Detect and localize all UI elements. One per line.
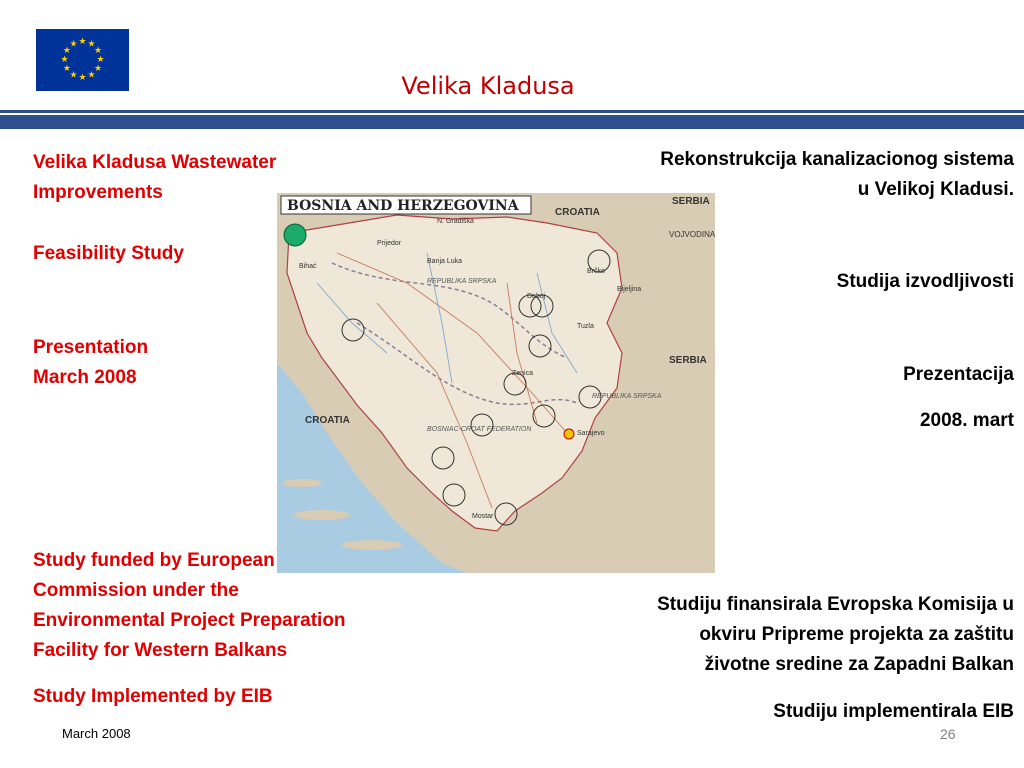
label-croatia-west: CROATIA	[305, 415, 350, 426]
slide-title: Velika Kladusa	[401, 72, 575, 100]
label-serbia-east: SERBIA	[669, 355, 707, 366]
city-prijedor: Prijedor	[377, 240, 402, 247]
funding-bs	[657, 590, 1014, 680]
funding-bs-line1: Studiju finansirala Evropska Komisija u	[657, 594, 1014, 615]
city-zenica: Zenica	[512, 370, 534, 377]
presentation-en	[33, 333, 148, 393]
funding-bs-line2: okviru Pripreme projekta za zaštitu	[699, 624, 1014, 645]
project-name-en-line1: Velika Kladusa Wastewater	[33, 152, 277, 173]
funding-en-line3: Environmental Project Preparation	[33, 610, 346, 631]
funding-bs-line3: životne sredine za Zapadni Balkan	[704, 654, 1014, 675]
bosnia-map	[277, 193, 715, 573]
svg-text:★: ★	[96, 55, 105, 65]
study-type-bs: Studija izvodljivosti	[836, 271, 1014, 292]
island	[294, 510, 350, 520]
presentation-en-line1: Presentation	[33, 337, 149, 358]
capital-marker	[564, 429, 574, 439]
svg-text:★: ★	[78, 73, 87, 83]
svg-text:★: ★	[62, 46, 71, 56]
city-brcko: Brčko	[587, 268, 605, 275]
city-banja-luka: Banja Luka	[427, 258, 463, 265]
svg-text:★: ★	[87, 70, 96, 81]
island	[282, 479, 322, 487]
study-type-en: Feasibility Study	[33, 243, 184, 264]
eu-flag-logo	[36, 29, 129, 91]
map-title: BOSNIA AND HERZEGOVINA	[287, 198, 519, 214]
label-croatia-north: CROATIA	[555, 207, 600, 218]
page-number: 26	[940, 726, 956, 742]
presentation-en-line2: March 2008	[33, 367, 137, 388]
city-tuzla: Tuzla	[577, 323, 594, 330]
presentation-bs: Prezentacija	[903, 364, 1014, 385]
city-doboj: Doboj	[527, 293, 546, 300]
label-republika-srpska-north: REPUBLIKA SRPSKA	[427, 278, 497, 285]
svg-text:★: ★	[60, 55, 69, 65]
svg-text:★: ★	[94, 46, 103, 56]
svg-text:★: ★	[94, 64, 103, 74]
funding-en-line1: Study funded by European	[33, 550, 275, 571]
svg-text:★: ★	[69, 70, 78, 81]
label-federation: BOSNIAC-CROAT FEDERATION	[427, 426, 532, 433]
city-bihac: Bihać	[299, 263, 317, 270]
svg-text:★: ★	[78, 37, 87, 47]
funding-en-line4: Facility for Western Balkans	[33, 640, 288, 661]
footer-date: March 2008	[62, 726, 131, 741]
project-name-bs-line1: Rekonstrukcija kanalizacionog sistema	[660, 149, 1014, 170]
header-divider-thin	[0, 110, 1024, 113]
label-republika-srpska-east: REPUBLIKA SRPSKA	[592, 393, 662, 400]
implemented-bs: Studiju implementirala EIB	[773, 701, 1014, 722]
date-bs: 2008. mart	[919, 410, 1014, 431]
svg-text:★: ★	[87, 39, 96, 50]
island	[342, 540, 402, 550]
funding-en-line2: Commission under the	[33, 580, 239, 601]
project-name-bs-line2: u Velikoj Kladusi.	[857, 179, 1014, 200]
project-name-en	[33, 148, 276, 208]
svg-text:★: ★	[69, 39, 78, 50]
city-gradiska: N. Gradiška	[437, 218, 474, 225]
city-sarajevo: Sarajevo	[577, 430, 605, 437]
label-serbia-north: SERBIA	[672, 196, 710, 207]
header-divider-band	[0, 115, 1024, 129]
implemented-en: Study Implemented by EIB	[33, 686, 273, 707]
project-name-en-line2: Improvements	[33, 182, 163, 203]
city-bijeljina: Bijeljina	[617, 286, 642, 293]
city-mostar: Mostar	[472, 513, 494, 520]
svg-text:★: ★	[62, 64, 71, 74]
velika-kladusa-marker	[284, 224, 306, 246]
label-vojvodina: VOJVODINA	[669, 230, 715, 239]
